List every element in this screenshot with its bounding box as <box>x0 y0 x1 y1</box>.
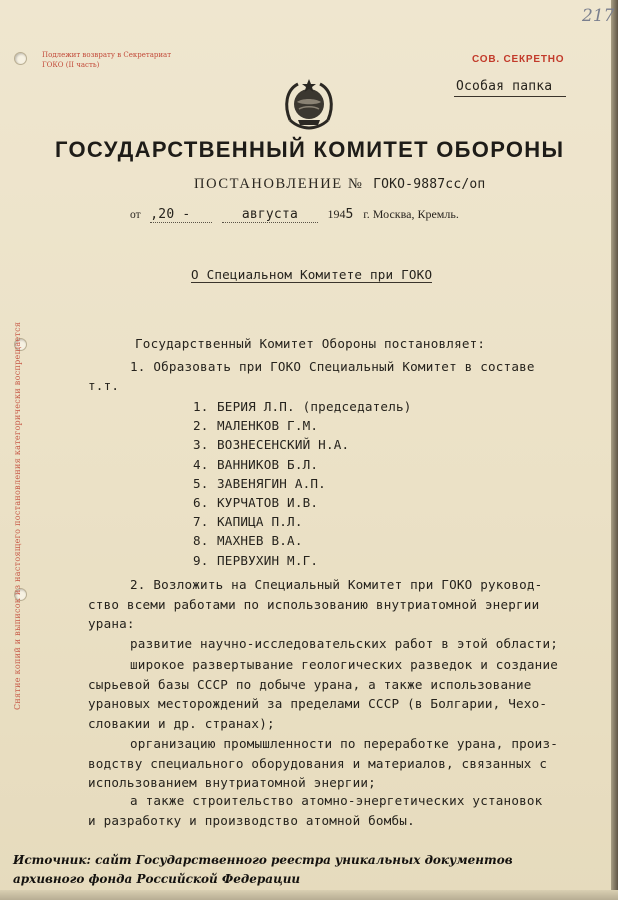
special-folder-label <box>456 79 552 94</box>
item2-paragraph <box>88 575 542 634</box>
member-number: 1. <box>193 399 209 414</box>
geology-paragraph <box>88 655 558 733</box>
member-name: БЕРИЯ Л.П. (председатель) <box>217 399 412 414</box>
member-row <box>193 474 412 493</box>
member-name: ВОЗНЕСЕНСКИЙ Н.А. <box>217 437 350 453</box>
item2-line: урана: <box>88 616 135 631</box>
member-name: МАХНЕВ В.А. <box>217 533 303 549</box>
folder-underline <box>454 96 566 97</box>
caption-line: архивного фонда Российской Федерации <box>13 872 301 886</box>
resolution-line <box>194 173 485 193</box>
geology-line: словакии и др. странах); <box>88 715 275 731</box>
source-caption <box>0 847 611 890</box>
date-prefix: от <box>130 209 141 221</box>
resolution-label: ПОСТАНОВЛЕНИЕ № <box>194 176 364 192</box>
construction-line: а также строительство атомно-энергетических установок <box>130 793 543 808</box>
member-name: МАЛЕНКОВ Г.М. <box>217 418 319 434</box>
date-day-value: 20 <box>158 207 175 222</box>
industry-paragraph <box>88 734 558 793</box>
construction-line: и разработку и производство атомной бомбы. <box>88 812 415 828</box>
secret-stamp: СОВ. СЕКРЕТНО <box>472 54 565 65</box>
geology-line: широкое развертывание геологических разведок и создание <box>130 657 559 672</box>
member-name: КУРЧАТОВ И.В. <box>217 495 319 511</box>
special-folder-text: Особая папка <box>456 79 553 94</box>
item2-line: 2. Возложить на Специальный Комитет при ГОКО руковод- <box>130 577 543 592</box>
industry-line: использованием внутриатомной энергии; <box>88 775 376 790</box>
member-row <box>193 455 412 474</box>
member-number: 7. <box>193 514 209 530</box>
member-row <box>193 493 412 512</box>
state-emblem-icon <box>282 76 336 130</box>
construction-paragraph <box>88 791 542 830</box>
date-line <box>130 203 459 223</box>
geology-line: урановых месторождений за пределами СССР (в Болгарии, Чехо- <box>88 696 548 711</box>
member-number: 2. <box>193 418 209 434</box>
caption-line: Источник: сайт Государственного реестра уникальных документов <box>13 853 513 867</box>
member-row <box>193 531 412 550</box>
punch-hole-top <box>14 52 27 65</box>
date-day: ,20 - <box>150 207 212 223</box>
committee-title: ГОСУДАРСТВЕННЫЙ КОМИТЕТ ОБОРОНЫ <box>55 137 565 162</box>
subject-line: О Специальном Комитете при ГОКО <box>191 267 433 282</box>
member-name: ВАННИКОВ Б.Л. <box>217 456 319 472</box>
industry-line: организацию промышленности по переработке урана, произ- <box>130 736 559 751</box>
handwritten-page-number: 217 <box>582 6 615 26</box>
date-month: августа <box>222 207 318 223</box>
copy-prohibition-stamp: Снятие копий и выписок из настоящего постановления категорически воспрещается <box>13 321 22 710</box>
research-paragraph: развитие научно-исследовательских работ в этой области; <box>130 636 559 651</box>
member-list <box>193 397 412 570</box>
item1-line: 1. Образовать при ГОКО Специальный Комитет в составе <box>130 359 535 374</box>
member-name: ПЕРВУХИН М.Г. <box>217 552 319 568</box>
member-row <box>193 512 412 531</box>
circulation-stamp-line: Подлежит возврату в Секретариат <box>42 51 172 59</box>
member-row <box>193 435 412 454</box>
member-number: 3. <box>193 437 209 453</box>
member-number: 9. <box>193 552 209 568</box>
intro-line: Государственный Комитет Обороны постановляет: <box>135 336 486 351</box>
industry-line: водству специального оборудования и материалов, связанных с <box>88 755 548 771</box>
member-number: 4. <box>193 456 209 472</box>
date-year-prefix: 194 <box>327 207 346 221</box>
item1-line: т.т. <box>88 378 120 393</box>
item2-line: ство всеми работами по использованию внутриатомной энергии <box>88 596 540 612</box>
circulation-stamp-line: ГОКО (II часть) <box>42 61 100 69</box>
member-number: 6. <box>193 495 209 511</box>
resolution-number: ГОКО-9887сс/оп <box>373 177 486 192</box>
paper-edge-bottom <box>0 890 618 900</box>
circulation-stamp <box>42 50 171 70</box>
member-row <box>193 551 412 570</box>
member-row <box>193 416 412 435</box>
date-year-suffix: 5 <box>345 207 354 222</box>
date-year <box>328 207 354 221</box>
member-name: КАПИЦА П.Л. <box>217 514 303 530</box>
member-number: 5. <box>193 475 209 491</box>
paper-edge-right <box>611 0 618 900</box>
member-name: ЗАВЕНЯГИН А.П. <box>217 475 326 491</box>
geology-line: сырьевой базы СССР по добыче урана, а также использование <box>88 676 532 692</box>
member-row <box>193 397 412 416</box>
member-number: 8. <box>193 533 209 549</box>
date-suffix: г. Москва, Кремль. <box>363 207 459 221</box>
